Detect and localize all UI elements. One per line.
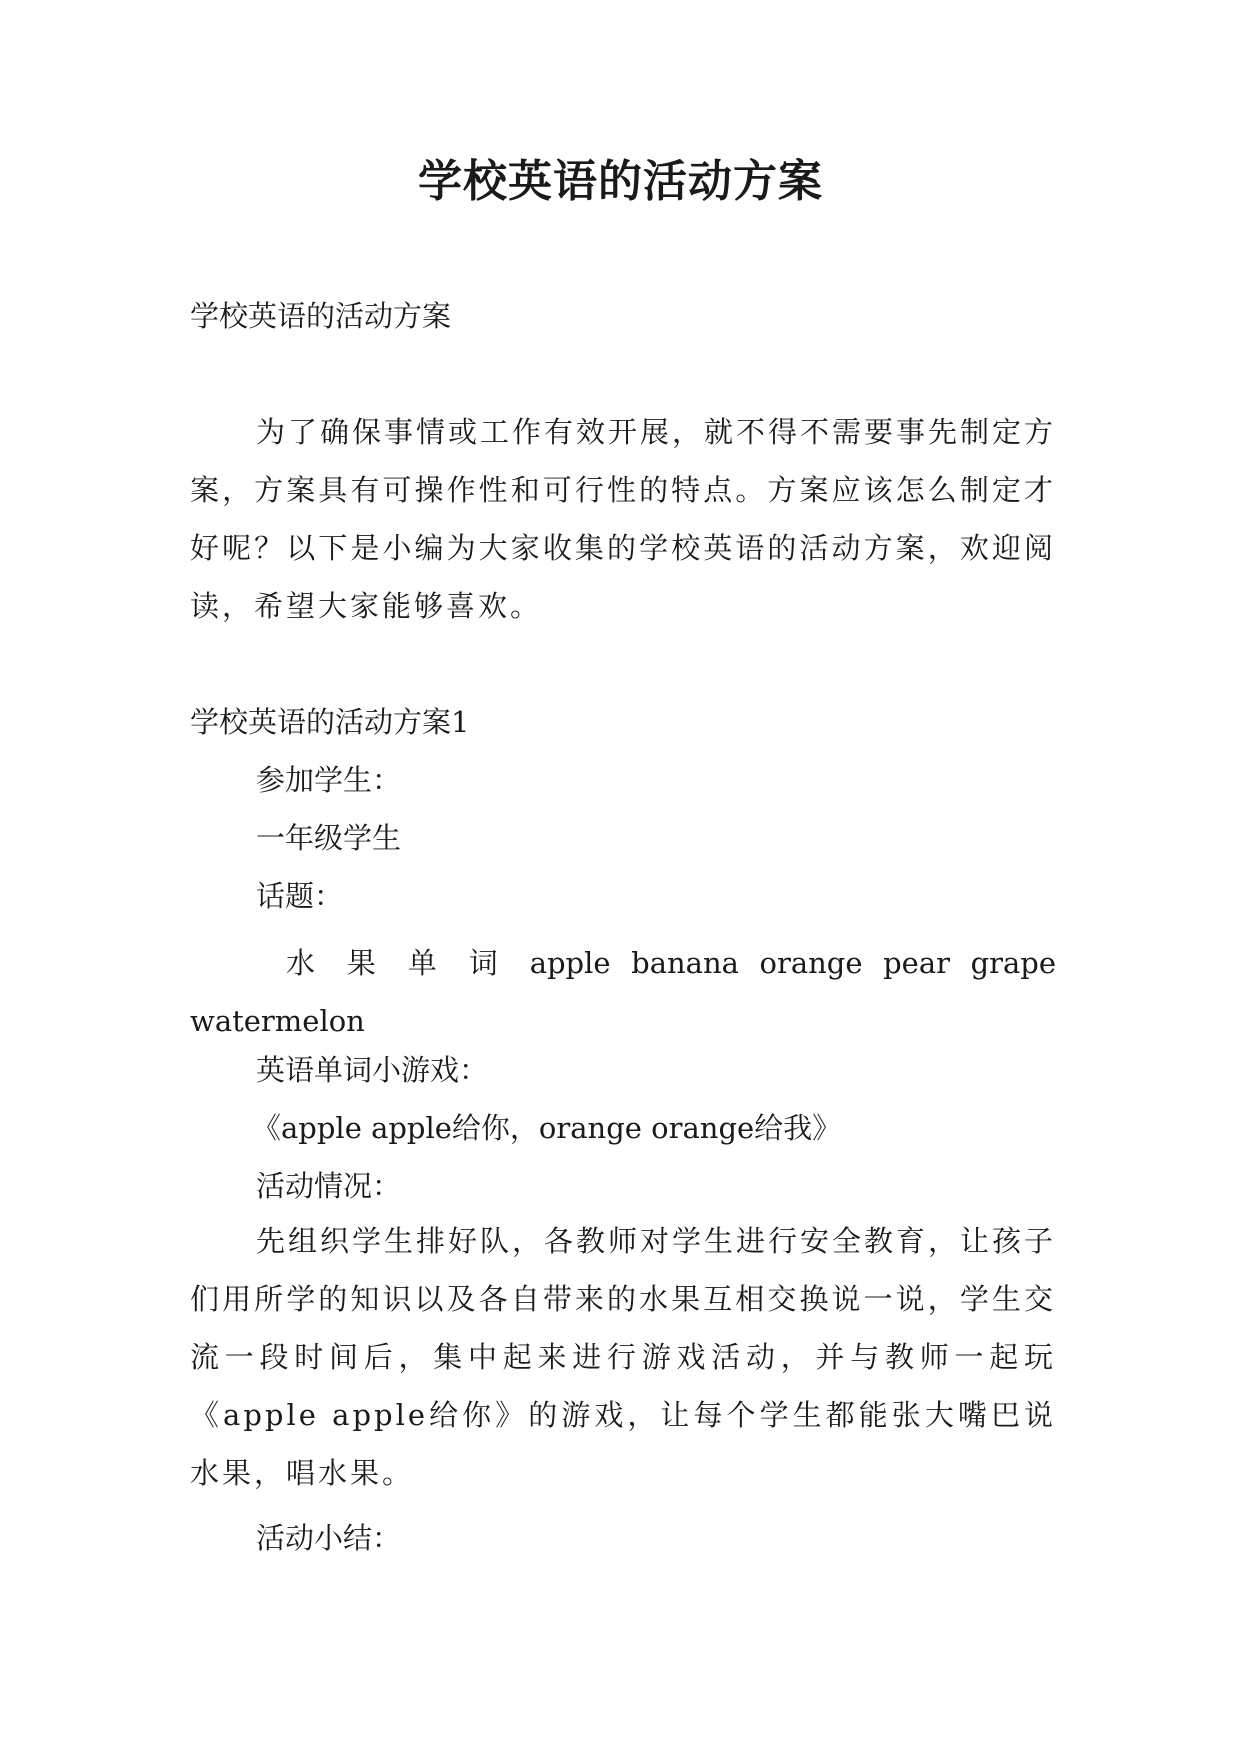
summary-label: 活动小结： [256,1521,402,1555]
topic-label: 话题： [256,879,344,913]
section-heading: 学校英语的活动方案1 [190,705,470,739]
participants-value: 一年级学生 [256,821,402,855]
fruit-words-line [190,934,1056,992]
game-label: 英语单词小游戏： [256,1053,489,1087]
participants-label: 参加学生： [256,763,402,797]
intro-paragraph: 为了确保事情或工作有效开展，就不得不需要事先制定方案，方案具有可操作性和可行性的特点。方案应该怎么制定才好呢？以下是小编为大家收集的学校英语的活动方案，欢迎阅读，希望大家能够喜欢。 [190,415,1057,623]
fruit-word-last: watermelon [190,1004,365,1038]
fruit-word: orange [759,946,863,980]
fruit-word: grape [970,946,1057,980]
topic-prefix: 水 果 单 词 [286,946,510,980]
game-name: 《apple apple给你，orange orange给我》 [252,1111,842,1145]
fruit-word: apple [529,946,611,980]
document-title: 学校英语的活动方案 [418,156,823,207]
document-subtitle: 学校英语的活动方案 [190,299,452,333]
activity-label: 活动情况： [256,1169,402,1203]
fruit-word: pear [883,946,950,980]
activity-paragraph: 先组织学生排好队，各教师对学生进行安全教育，让孩子们用所学的知识以及各自带来的水果互相交换说一说，学生交流一段时间后，集中起来进行游戏活动，并与教师一起玩《apple apple给你》的游戏，让每个学生都能张大嘴巴说水果，唱水果。 [190,1224,1057,1490]
fruit-word: banana [631,946,739,980]
